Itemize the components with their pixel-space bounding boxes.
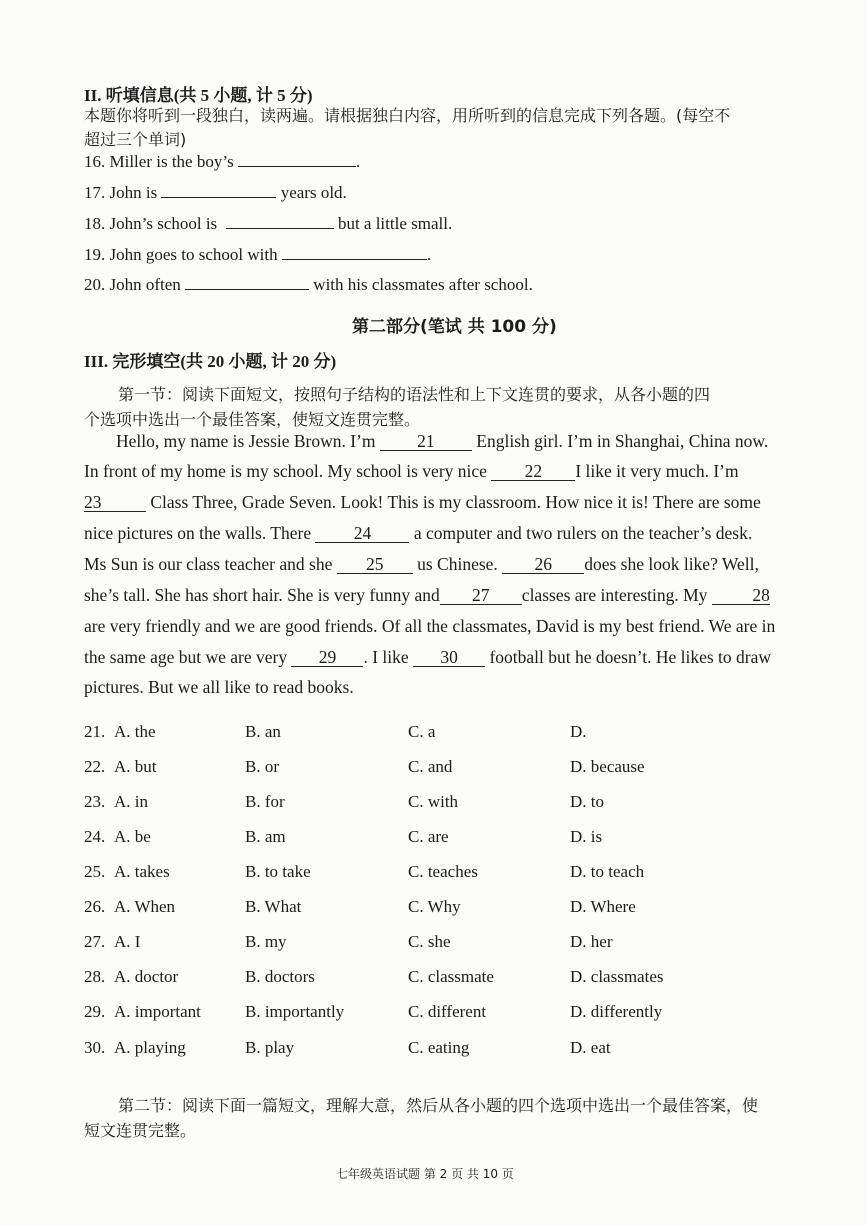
passage-text: Ms Sun is our class teacher and she (84, 554, 333, 574)
option-a[interactable]: A. important (114, 1002, 201, 1021)
section-3-sub2-line2: 短文连贯完整。 (84, 1121, 197, 1140)
question-18 (84, 212, 452, 234)
option-row-27 (84, 932, 784, 954)
question-text-after: with his classmates after school. (313, 275, 533, 294)
answer-blank[interactable] (185, 273, 309, 290)
question-text: John’s school is (109, 214, 218, 233)
passage-text: a computer and two rulers on the teacher’s desk. (413, 523, 753, 543)
option-row-23 (84, 792, 784, 814)
cloze-blank-26[interactable]: 26 (502, 555, 584, 574)
passage-text: English girl. I’m in Shanghai, China now. (476, 431, 769, 451)
passage-text: . I like (363, 647, 409, 667)
passage-text: the same age but we are very (84, 647, 288, 667)
section-2-title: II. 听填信息(共 5 小题, 计 5 分) (84, 86, 313, 105)
option-row-22 (84, 757, 784, 779)
question-text-after: but a little small. (337, 214, 453, 233)
question-number: 16. (84, 152, 106, 171)
option-a[interactable]: A. When (114, 897, 176, 916)
option-row-26 (84, 897, 784, 919)
option-a[interactable]: A. in (114, 792, 148, 811)
question-text: Miller is the boy’s (109, 152, 234, 171)
option-d[interactable]: D. eat (570, 1038, 611, 1057)
passage-line-3 (84, 492, 761, 513)
option-row-25 (84, 862, 784, 884)
answer-blank[interactable] (238, 150, 356, 167)
option-d[interactable]: D. differently (570, 1002, 663, 1021)
option-number: 28. (84, 967, 106, 986)
option-b[interactable]: B. am (245, 827, 286, 846)
passage-line-7: are very friendly and we are good friends. Of all the classmates, David is my best friend. We are in (84, 616, 776, 636)
option-b[interactable]: B. or (245, 757, 279, 776)
cloze-blank-22[interactable]: 22 (491, 462, 575, 481)
option-b[interactable]: B. an (245, 722, 281, 741)
option-number: 23. (84, 792, 106, 811)
option-row-24 (84, 827, 784, 849)
option-d[interactable]: D. (570, 722, 587, 741)
section-3-sub2-line1: 第二节：阅读下面一篇短文，理解大意，然后从各小题的四个选项中选出一个最佳答案，使 (118, 1096, 759, 1115)
passage-text: nice pictures on the walls. There (84, 523, 312, 543)
question-text-after: years old. (280, 183, 347, 202)
section-3-sub1-line1: 第一节：阅读下面短文，按照句子结构的语法性和上下文连贯的要求，从各小题的四 (118, 385, 711, 404)
option-number: 27. (84, 932, 106, 951)
passage-line-8 (84, 647, 771, 668)
passage-line-9: pictures. But we all like to read books. (84, 677, 354, 697)
option-d[interactable]: D. is (570, 827, 603, 846)
cloze-blank-25[interactable]: 25 (337, 555, 413, 574)
question-16 (84, 150, 360, 172)
section-2-instructions-line2: 超过三个单词) (84, 130, 187, 149)
cloze-blank-29[interactable]: 29 (291, 648, 363, 667)
option-number: 29. (84, 1002, 106, 1021)
option-number: 30. (84, 1038, 106, 1057)
cloze-blank-30[interactable]: 30 (413, 648, 485, 667)
answer-blank[interactable] (282, 243, 427, 260)
option-d[interactable]: D. classmates (570, 967, 664, 986)
passage-text: I like it very much. I’m (575, 461, 739, 481)
option-number: 25. (84, 862, 106, 881)
option-number: 24. (84, 827, 106, 846)
option-d[interactable]: D. to (570, 792, 604, 811)
option-d[interactable]: D. Where (570, 897, 636, 916)
answer-blank[interactable] (161, 181, 276, 198)
option-row-28 (84, 967, 784, 989)
option-c[interactable]: C. with (408, 792, 459, 811)
question-number: 20. (84, 275, 106, 294)
option-c[interactable]: C. eating (408, 1038, 470, 1057)
question-text: John goes to school with (109, 245, 278, 264)
section-3-title: III. 完形填空(共 20 小题, 计 20 分) (84, 352, 337, 371)
passage-text: Class Three, Grade Seven. Look! This is my classroom. How nice it is! There are some (150, 492, 761, 512)
option-b[interactable]: B. play (245, 1038, 295, 1057)
cloze-blank-23[interactable]: 23 (84, 493, 146, 512)
option-c[interactable]: C. different (408, 1002, 487, 1021)
cloze-blank-21[interactable]: 21 (380, 432, 472, 451)
passage-text: In front of my home is my school. My school is very nice (84, 461, 487, 481)
option-c[interactable]: C. Why (408, 897, 461, 916)
question-number: 18. (84, 214, 106, 233)
passage-text: football but he doesn’t. He likes to draw (489, 647, 772, 667)
cloze-blank-28[interactable]: 28 (712, 586, 770, 605)
option-a[interactable]: A. takes (114, 862, 170, 881)
question-17 (84, 181, 347, 203)
passage-text: Hello, my name is Jessie Brown. I’m (116, 431, 376, 451)
cloze-blank-27[interactable]: 27 (440, 586, 522, 605)
option-a[interactable]: A. playing (114, 1038, 186, 1057)
question-20 (84, 273, 533, 295)
question-text: John is (109, 183, 158, 202)
option-c[interactable]: C. a (408, 722, 436, 741)
option-c[interactable]: C. classmate (408, 967, 494, 986)
option-d[interactable]: D. because (570, 757, 645, 776)
question-19 (84, 243, 431, 265)
option-a[interactable]: A. but (114, 757, 157, 776)
page-footer: 七年级英语试题 第 2 页 共 10 页 (336, 1167, 514, 1181)
passage-text: she’s tall. She has short hair. She is very funny and (84, 585, 440, 605)
passage-line-5 (84, 554, 759, 575)
option-c[interactable]: C. are (408, 827, 449, 846)
cloze-blank-24[interactable]: 24 (315, 524, 409, 543)
option-b[interactable]: B. my (245, 932, 287, 951)
passage-text: does she look like? Well, (584, 554, 759, 574)
option-row-29 (84, 1002, 784, 1024)
option-b[interactable]: B. What (245, 897, 302, 916)
question-number: 17. (84, 183, 106, 202)
section-2-instructions-line1: 本题你将听到一段独白，读两遍。请根据独白内容，用所听到的信息完成下列各题。(每空不 (84, 106, 731, 125)
question-text-after: . (426, 245, 432, 264)
option-row-30 (84, 1038, 784, 1060)
section-3-sub1-line2: 个选项中选出一个最佳答案，使短文连贯完整。 (84, 410, 421, 429)
option-row-21 (84, 722, 784, 744)
option-b[interactable]: B. for (245, 792, 285, 811)
option-d[interactable]: D. her (570, 932, 613, 951)
option-number: 22. (84, 757, 106, 776)
option-a[interactable]: A. doctor (114, 967, 179, 986)
passage-line-6 (84, 585, 770, 606)
option-number: 26. (84, 897, 106, 916)
option-c[interactable]: C. she (408, 932, 451, 951)
passage-text: us Chinese. (417, 554, 498, 574)
option-c[interactable]: C. and (408, 757, 453, 776)
option-c[interactable]: C. teaches (408, 862, 478, 881)
option-number: 21. (84, 722, 106, 741)
passage-line-1 (116, 431, 768, 452)
question-text-after: . (355, 152, 361, 171)
answer-blank[interactable] (226, 212, 334, 229)
option-b[interactable]: B. to take (245, 862, 311, 881)
question-number: 19. (84, 245, 106, 264)
option-a[interactable]: A. I (114, 932, 141, 951)
option-b[interactable]: B. doctors (245, 967, 315, 986)
option-a[interactable]: A. be (114, 827, 151, 846)
option-b[interactable]: B. importantly (245, 1002, 345, 1021)
option-a[interactable]: A. the (114, 722, 156, 741)
passage-text: classes are interesting. My (521, 585, 708, 605)
passage-line-4 (84, 523, 752, 544)
option-d[interactable]: D. to teach (570, 862, 645, 881)
passage-line-2 (84, 461, 739, 482)
question-text: John often (109, 275, 181, 294)
part-2-title: 第二部分(笔试 共 100 分) (352, 317, 557, 337)
